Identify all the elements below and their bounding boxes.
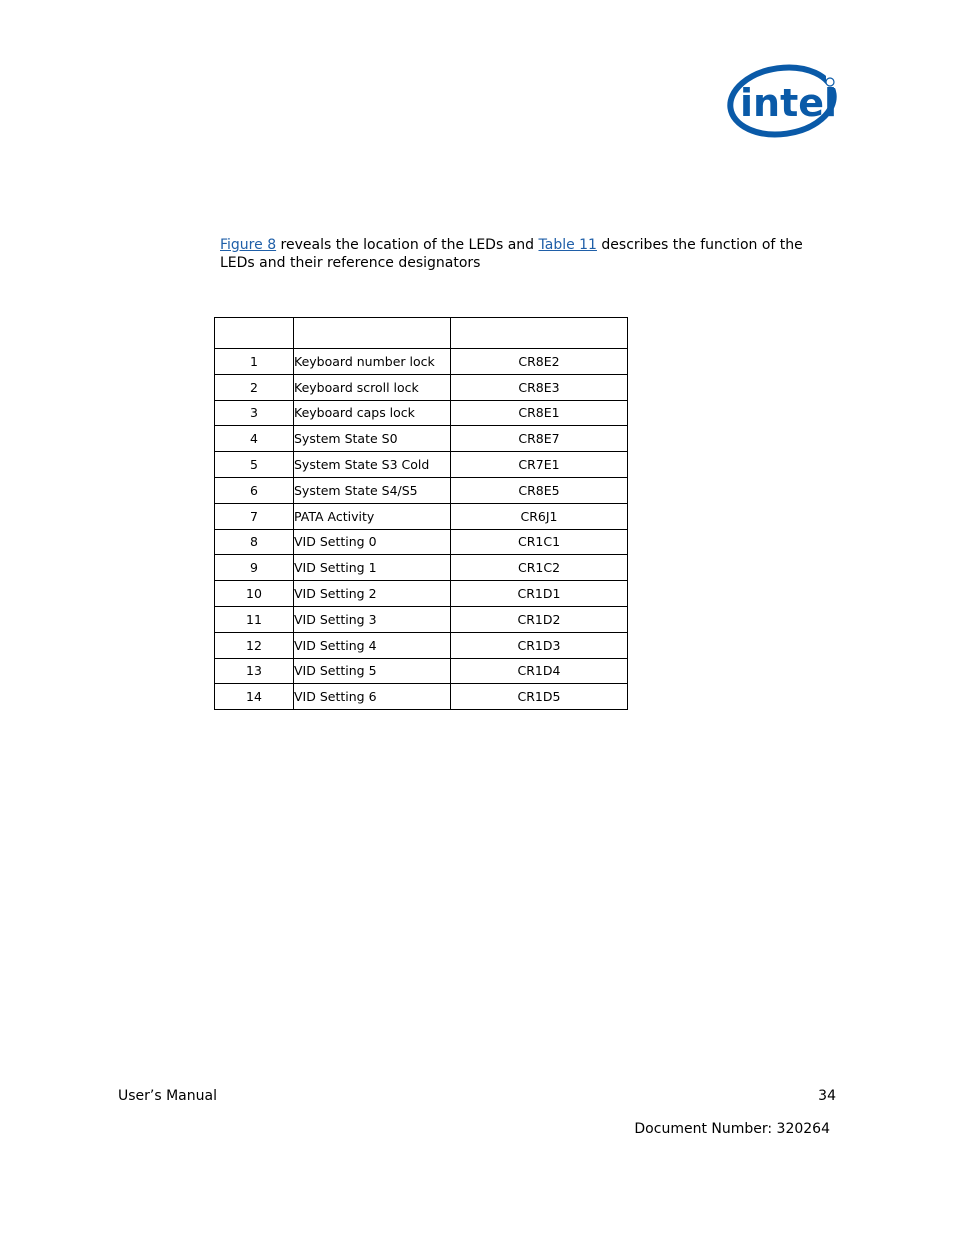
cell-number: 3 bbox=[215, 400, 294, 426]
intro-text-1: reveals the location of the LEDs and bbox=[276, 237, 539, 253]
intro-text-2: describes the function of the LEDs and their reference designators bbox=[220, 237, 803, 271]
cell-reference: CR1D5 bbox=[451, 684, 628, 710]
cell-function: VID Setting 3 bbox=[294, 606, 451, 632]
table-row bbox=[215, 555, 628, 581]
footer-page-number: 34 bbox=[818, 1088, 836, 1104]
cell-reference: CR8E5 bbox=[451, 477, 628, 503]
cell-number: 7 bbox=[215, 503, 294, 529]
cell-function: Keyboard scroll lock bbox=[294, 374, 451, 400]
intro-paragraph bbox=[220, 236, 830, 272]
cell-reference: CR1C2 bbox=[451, 555, 628, 581]
cell-function: System State S3 Cold bbox=[294, 452, 451, 478]
cell-number: 1 bbox=[215, 349, 294, 375]
table-row bbox=[215, 400, 628, 426]
cell-function: PATA Activity bbox=[294, 503, 451, 529]
cell-number: 12 bbox=[215, 632, 294, 658]
table-row bbox=[215, 658, 628, 684]
table-row bbox=[215, 632, 628, 658]
header-cell-ref bbox=[451, 318, 628, 349]
cell-number: 14 bbox=[215, 684, 294, 710]
footer-document-number: Document Number: 320264 bbox=[634, 1121, 830, 1137]
table-row bbox=[215, 477, 628, 503]
cell-reference: CR1C1 bbox=[451, 529, 628, 555]
cell-number: 8 bbox=[215, 529, 294, 555]
cell-number: 6 bbox=[215, 477, 294, 503]
table-row bbox=[215, 581, 628, 607]
led-table bbox=[214, 317, 628, 710]
cell-reference: CR1D3 bbox=[451, 632, 628, 658]
cell-reference: CR8E7 bbox=[451, 426, 628, 452]
header-cell-number bbox=[215, 318, 294, 349]
table-row bbox=[215, 529, 628, 555]
cell-function: System State S0 bbox=[294, 426, 451, 452]
cell-reference: CR8E3 bbox=[451, 374, 628, 400]
cell-function: VID Setting 4 bbox=[294, 632, 451, 658]
cell-number: 4 bbox=[215, 426, 294, 452]
table-row bbox=[215, 426, 628, 452]
figure-8-link[interactable]: Figure 8 bbox=[220, 237, 277, 253]
cell-number: 9 bbox=[215, 555, 294, 581]
cell-number: 10 bbox=[215, 581, 294, 607]
cell-reference: CR8E1 bbox=[451, 400, 628, 426]
footer-manual-label: User’s Manual bbox=[118, 1088, 217, 1104]
cell-reference: CR7E1 bbox=[451, 452, 628, 478]
table-row bbox=[215, 684, 628, 710]
intel-logo-text: intel bbox=[740, 81, 838, 125]
cell-function: VID Setting 2 bbox=[294, 581, 451, 607]
table-row bbox=[215, 349, 628, 375]
cell-function: Keyboard caps lock bbox=[294, 400, 451, 426]
cell-function: Keyboard number lock bbox=[294, 349, 451, 375]
cell-reference: CR6J1 bbox=[451, 503, 628, 529]
table-row bbox=[215, 503, 628, 529]
cell-reference: CR1D4 bbox=[451, 658, 628, 684]
cell-number: 13 bbox=[215, 658, 294, 684]
cell-number: 5 bbox=[215, 452, 294, 478]
cell-reference: CR1D2 bbox=[451, 606, 628, 632]
cell-function: VID Setting 5 bbox=[294, 658, 451, 684]
header-cell-function bbox=[294, 318, 451, 349]
cell-number: 2 bbox=[215, 374, 294, 400]
table-11-link[interactable]: Table 11 bbox=[538, 237, 597, 253]
cell-function: VID Setting 6 bbox=[294, 684, 451, 710]
intel-logo bbox=[726, 60, 842, 142]
cell-function: System State S4/S5 bbox=[294, 477, 451, 503]
cell-reference: CR8E2 bbox=[451, 349, 628, 375]
table-row bbox=[215, 452, 628, 478]
cell-function: VID Setting 0 bbox=[294, 529, 451, 555]
table-row bbox=[215, 374, 628, 400]
table-row bbox=[215, 606, 628, 632]
cell-function: VID Setting 1 bbox=[294, 555, 451, 581]
table-header-row bbox=[215, 318, 628, 349]
cell-number: 11 bbox=[215, 606, 294, 632]
cell-reference: CR1D1 bbox=[451, 581, 628, 607]
